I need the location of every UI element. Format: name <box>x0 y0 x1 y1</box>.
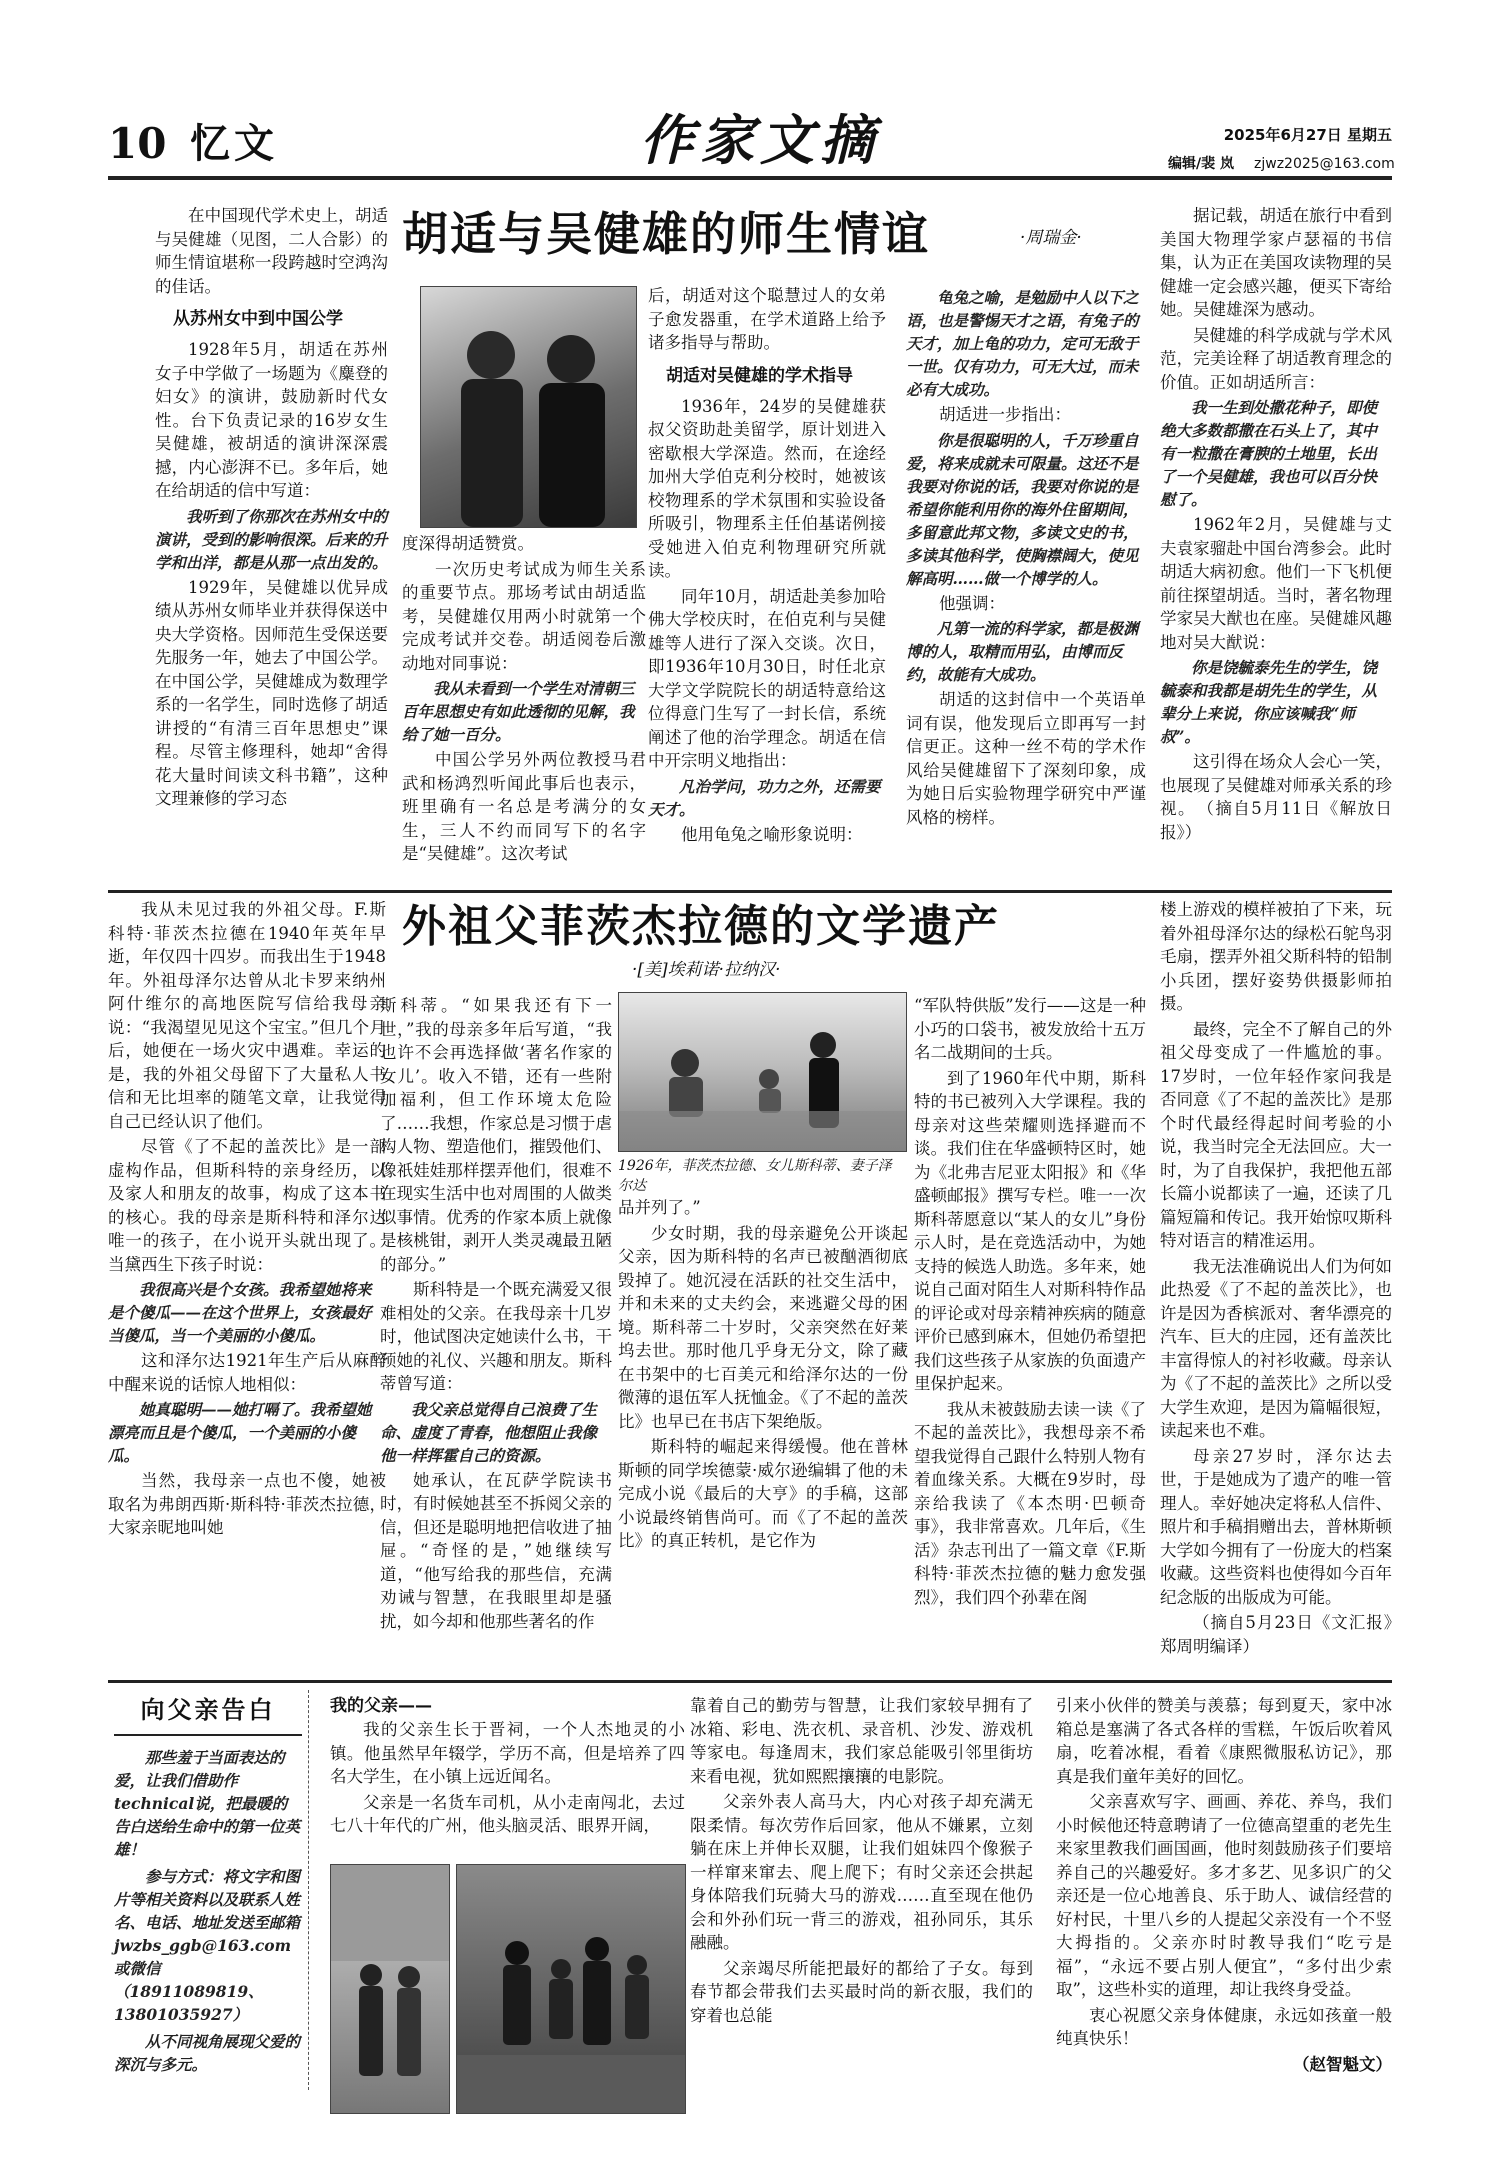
page-number: 10 <box>108 119 167 168</box>
quotation: 我很高兴是个女孩。我希望她将来是个傻瓜——在这个世界上，女孩最好当傻瓜，当一个美丽的小傻瓜。 <box>108 1280 372 1345</box>
editor-email: zjwz2025@163.com <box>1254 156 1395 172</box>
paragraph: 他用龟兔之喻形象说明： <box>681 824 863 844</box>
quotation: 我一生到处撒花种子，即使绝大多数都撒在石头上了，其中有一粒撒在膏腴的土地里，长出了一个吴健雄，我也可以百分快慰了。 <box>1160 398 1378 509</box>
couple-figures <box>331 1865 449 2113</box>
article3-column-b <box>690 1694 1033 2114</box>
quotation: 她真聪明——她打嗝了。我希望她漂亮而且是个傻瓜，一个美丽的小傻瓜。 <box>108 1400 372 1465</box>
paragraph: 同年10月，胡适赴美参加哈佛大学校庆时，在伯克利与吴健雄等人进行了深入交谈。次日，即1936年10月30日，时任北京大学文学院院长的胡适特意给这位得意门生写了一封长信，系统阐述了他的治学理念。胡适在信中开宗明义地指出： <box>648 586 886 770</box>
article2-column-2 <box>380 994 612 1668</box>
paragraph: 她承认，在瓦萨学院读书时，有时候她甚至不拆阅父亲的信，但还是聪明地把信收进了抽屉。“奇怪的是，”她继续写道，“他写给我的那些信，充满劝诫与智慧，在我眼里却是骚扰，如今却和他那些著名的作 <box>380 1470 612 1631</box>
paragraph: 父亲外表人高马大，内心对孩子却充满无限柔情。每次劳作后回家，他从不嫌累，立刻躺在床上并伸长双腿，让我们姐妹四个像猴子一样窜来窜去、爬上爬下；有时父亲还会拱起身体陪我们玩骑大马的游戏……直至现在他仍会和外孙们玩一背三的游戏，祖孙同乐，其乐融融。 <box>690 1792 1033 1952</box>
paragraph: 当然，我母亲一点也不傻，她被取名为弗朗西斯·斯科特·菲茨杰拉德，大家亲昵地叫她 <box>108 1471 386 1537</box>
article3-title: 我的父亲—— <box>330 1696 432 1716</box>
paragraph: 衷心祝愿父亲身体健康，永远如孩童一般纯真快乐！ <box>1056 2005 1392 2048</box>
paragraph: 斯科特的崛起来得缓慢。他在普林斯顿的同学埃德蒙·威尔逊编辑了他的未完成小说《最后的大亨》的手稿，这部小说最终销售尚可。而《了不起的盖茨比》的真正转机，是它作为 <box>618 1437 908 1550</box>
family-group-figures <box>457 1865 685 2113</box>
article2-column-4 <box>914 994 1146 1668</box>
paragraph: 吴健雄的科学成就与学术风范，完美诠释了胡适教育理念的价值。正如胡适所言： <box>1160 325 1392 392</box>
sidebar-box <box>108 1690 309 2090</box>
portrait-silhouettes <box>421 287 636 527</box>
paragraph: （摘自5月23日《文汇报》 郑周明编译） <box>1160 1613 1409 1656</box>
article2-column-5 <box>1160 898 1409 1668</box>
quotation: 你是饶毓泰先生的学生，饶毓泰和我都是胡先生的学生，从辈分上来说，你应该喊我“师叔”。 <box>1160 658 1378 746</box>
paragraph: 我从未见过我的外祖父母。F.斯科特·菲茨杰拉德在1940年英年早逝，年仅四十四岁。而我出生于1948年。外祖母泽尔达曾从北卡罗来纳州阿什维尔的高地医院写信给我母亲说：“我渴望见见这个宝宝。”但几个月后，她便在一场火灾中遇难。幸运的是，我的外祖父母留下了大量私人书信和无比坦率的随笔文章，让我觉得自己已经认识了他们。 <box>108 900 386 1131</box>
paragraph: （赵智魁文） <box>1293 2054 1392 2074</box>
paragraph: 母亲27岁时，泽尔达去世，于是她成为了遗产的唯一管理人。幸好她决定将私人信件、照片和手稿捐赠出去，普林斯顿大学如今拥有了一份庞大的档案收藏。这些资料也使得如今百年纪念版的出版成为可能。 <box>1160 1446 1392 1607</box>
header-rule <box>108 176 1392 180</box>
article1-author: ·周瑞金· <box>1020 228 1082 248</box>
quotation: 龟兔之喻，是勉励中人以下之语，也是警惕天才之语，有兔子的天才，加上龟的功力，定可无敌于一世。仅有功力，可无大过，而未必有大成功。 <box>906 288 1139 399</box>
paragraph: 后，胡适对这个聪慧过人的女弟子愈发器重，在学术道路上给予诸多指导与帮助。 <box>648 286 886 352</box>
father-family-photo <box>456 1864 686 2114</box>
masthead-logo: 作家文摘 <box>640 108 880 172</box>
subheading: 从苏州女中到中国公学 <box>173 309 343 329</box>
paragraph: 1936年，24岁的吴健雄获叔父资助赴美留学，原计划进入密歇根大学深造。然而，在途经加州大学伯克利分校时，她被该校物理系的学术氛围和实验设备所吸引，物理系主任伯基诺例接受她进入伯克利物理研究所就读。 <box>648 396 886 580</box>
article1-column-1 <box>155 204 388 886</box>
paragraph: 这和泽尔达1921年生产后从麻醉中醒来说的话惊人地相似： <box>108 1351 386 1394</box>
article1-column-4 <box>906 284 1146 886</box>
article1-divider <box>108 890 1392 893</box>
article3-column-a <box>330 1718 685 1858</box>
quotation: 我从未看到一个学生对清朝三百年思想史有如此透彻的见解，我给了她一百分。 <box>402 679 635 744</box>
sidebar-intro: 那些羞于当面表达的爱，让我们借助作technical说，把最暖的告白送给生命中的第一位英雄！ <box>114 1748 301 1859</box>
article1-title: 胡适与吴健雄的师生情谊 <box>402 207 930 261</box>
paragraph: 度深得胡适赞赏。 <box>402 534 534 553</box>
article1-column-3 <box>648 284 886 886</box>
paragraph: 靠着自己的勤劳与智慧，让我们家较早拥有了冰箱、彩电、洗衣机、录音机、沙发、游戏机等家电。每逢周末，我们家总能吸引邻里街坊来看电视，犹如熙熙攘攘的电影院。 <box>690 1696 1033 1786</box>
paragraph: 到了1960年代中期，斯科特的书已被列入大学课程。我的母亲对这些荣耀则选择避而不谈。我们住在华盛顿特区时，她为《北弗吉尼亚太阳报》和《华盛顿邮报》撰写专栏。唯一一次斯科蒂愿意以“某人的女儿”身份示人时，是在竞选活动中，为她支持的候选人助选。多年来，她说自己面对陌生人对斯科特作品的评论或对母亲精神疾病的随意评价已感到麻木，但她仍希望把我们这些孩子从家族的负面遗产里保护起来。 <box>914 1068 1146 1393</box>
paragraph: 据记载，胡适在旅行中看到美国大物理学家卢瑟福的书信集，认为正在美国攻读物理的吴健雄一定会感兴趣，便买下寄给她。吴健雄深为感动。 <box>1160 206 1392 319</box>
paragraph: “军队特供版”发行——这是一种小巧的口袋书，被发放给十五万名二战期间的士兵。 <box>914 996 1146 1062</box>
paragraph: 斯科蒂。“如果我还有下一世，”我的母亲多年后写道，“我也许不会再选择做‘著名作家的女儿’。收入不错，还有一些附加福利，但工作环境太危险了……我想，作家总是习惯于虐构人物、塑造他们，摧毁他们、像祇娃娃那样摆弄他们，很难不在现实生活中也对周围的人做类似事情。优秀的作家本质上就像是核桃钳，剥开人类灵魂最丑陋的部分。” <box>380 996 612 1274</box>
quotation: 我父亲总觉得自己浪费了生命、虚度了青春，他想阻止我像他一样挥霍自己的资源。 <box>380 1399 598 1465</box>
paragraph: 胡适进一步指出： <box>939 405 1071 424</box>
paragraph: 父亲竭尽所能把最好的都给了子女。每到春节都会带我们去买最时尚的新衣服，我们的穿着也总能 <box>690 1958 1033 2025</box>
article2-title: 外祖父菲茨杰拉德的文学遗产 <box>402 901 1000 952</box>
issue-date: 2025年6月27日 星期五 <box>1223 126 1392 144</box>
photo-caption: 1926年，菲茨杰拉德、女儿斯科蒂、妻子泽尔达 <box>618 1158 892 1194</box>
quotation: 凡第一流的科学家，都是极渊博的人，取精而用弘，由博而反约，故能有大成功。 <box>906 619 1139 684</box>
quotation: 我听到了你那次在苏州女中的演讲，受到的影响很深。后来的升学和出洋，都是从那一点出发的。 <box>155 506 388 572</box>
subheading: 胡适对吴健雄的学术指导 <box>666 365 853 386</box>
paragraph: 父亲喜欢写字、画画、养花、养鸟，我们小时候他还特意聘请了一位德高望重的老先生来家里教我们画国画，他时刻鼓励孩子们要培养自己的兴趣爱好。多才多艺、见多识广的父亲还是一位心地善良、乐于助人、诚信经营的好村民，十里八乡的人提起父亲没有一个不竖大拇指的。父亲亦时时教导我们“吃亏是福”，“永远不要占别人便宜”，“多付出少索取”，这些朴实的道理，却让我终身受益。 <box>1056 1792 1392 1999</box>
paragraph: 中国公学另外两位教授马君武和杨鸿烈听闻此事后也表示，班里确有一名总是考满分的女生，三人不约而同写下的名字是“吴健雄”。这次考试 <box>402 750 646 863</box>
article2-column-1 <box>108 898 386 1668</box>
paragraph: 尽管《了不起的盖茨比》是一部虚构作品，但斯科特的亲身经历，以及家人和朋友的故事，构成了这本书的核心。我的母亲是斯科特和泽尔达唯一的孩子，在小说开头就出现了。当黛西生下孩子时说： <box>108 1137 386 1274</box>
quotation: 你是很聪明的人，千万珍重自爱，将来成就未可限量。这还不是我要对你说的话，我要对你说的是希望你能利用你的海外住留期间，多留意此邦文物，多读文史的书，多读其他科学，使胸襟阔大，使见解高明……做一个博学的人。 <box>906 430 1139 588</box>
hu-shi-wu-jianxiong-photo <box>420 286 637 528</box>
paragraph: 斯科特是一个既充满爱又很难相处的父亲。在我母亲十几岁时，他试图决定她读什么书，干预她的礼仪、兴趣和朋友。斯科蒂曾写道： <box>380 1280 612 1393</box>
paragraph: 在中国现代学术史上，胡适与吴健雄（见图，二人合影）的师生情谊堪称一段跨越时空鸿沟的佳话。 <box>155 206 388 296</box>
father-couple-photo <box>330 1864 450 2114</box>
article2-divider <box>108 1680 1392 1683</box>
paragraph: 1929年，吴健雄以优异成绩从苏州女师毕业并获得保送中央大学资格。因师范生受保送要先服务一年，她去了中国公学。在中国公学，吴健雄成为数理学系的一名学生，同时选修了胡适讲授的“有清三百年思想史”课程。尽管主修理科，她却“舍得花大量时间读文科书籍”，这种文理兼修的学习态 <box>155 577 388 808</box>
editor-line: 编辑/裴 岚 <box>1168 156 1234 172</box>
fitzgerald-family-photo <box>618 992 907 1152</box>
quotation: 凡治学问，功力之外，还需要天才。 <box>648 776 881 819</box>
article3-column-c <box>1056 1694 1392 2114</box>
paragraph: 1962年2月，吴健雄与丈夫袁家骝赴中国台湾参会。此时胡适大病初愈。他们一下飞机便前往探望胡适。当时，著名物理学家吴大猷也在座。吴健雄风趣地对吴大猷说： <box>1160 515 1392 652</box>
article2-author: ·[美]埃莉诺·拉纳汉· <box>632 960 781 980</box>
paragraph: 我的父亲生长于晋祠，一个人杰地灵的小镇。他虽然早年辍学，学历不高，但是培养了四名大学生，在小镇上远近闻名。 <box>330 1720 685 1786</box>
paragraph: 这引得在场众人会心一笑，也展现了吴健雄对师承关系的珍视。 （摘自5月11日《解放日报》） <box>1160 752 1392 842</box>
article1-column-5 <box>1160 204 1392 886</box>
paragraph: 最终，完全不了解自己的外祖父母变成了一件尴尬的事。17岁时，一位年轻作家问我是否同意《了不起的盖茨比》是那个时代最经得起时间考验的小说，我当时完全无法回应。大一时，为了自我保护，我把他五部长篇小说都读了一遍，还读了几篇短篇和传记。我开始惊叹斯科特对语言的精准运用。 <box>1160 1019 1392 1250</box>
family-figures <box>619 993 906 1151</box>
paragraph: 胡适的这封信中一个英语单词有误，他发现后立即再写一封信更正。这种一丝不苟的学术作风给吴健雄留下了深刻印象，成为她日后实验物理学研究中严谨风格的榜样。 <box>906 690 1146 827</box>
paragraph: 一次历史考试成为师生关系的重要节点。那场考试由胡适监考，吴健雄仅用两小时就第一个完成考试并交卷。胡适阅卷后激动地对同事说： <box>402 559 646 673</box>
paragraph: 楼上游戏的模样被拍了下来，玩着外祖母泽尔达的绿松石鸵鸟羽毛扇，摆弄外祖父斯科特的铅制小兵团，摆好姿势供摄影师拍摄。 <box>1160 900 1392 1013</box>
sidebar-title: 向父亲告白 <box>140 1696 276 1724</box>
paragraph: 少女时期，我的母亲避免公开谈起父亲，因为斯科特的名声已被酗酒彻底毁掉了。她沉浸在活跃的社交生活中，并和未来的丈夫约会，来逃避父母的困境。斯科蒂二十岁时，父亲突然在好莱坞去世。那时他几乎身无分文，除了藏在书架中的七百美元和给泽尔达的一份微薄的退伍军人抚恤金。《了不起的盖茨比》也早已在书店下架绝版。 <box>618 1223 908 1431</box>
paragraph: 我从未被鼓励去读一读《了不起的盖茨比》，我想母亲不希望我觉得自己跟什么特别人物有着血缘关系。大概在9岁时，母亲给我读了《本杰明·巴顿奇事》，我非常喜欢。几年后，《生活》杂志刊出了一篇文章《F.斯科特·菲茨杰拉德的魅力愈发强烈》，我们四个孙辈在阁 <box>914 1399 1146 1607</box>
section-title: 忆文 <box>190 121 278 167</box>
article1-column-2 <box>402 532 646 886</box>
paragraph: 我无法准确说出人们为何如此热爱《了不起的盖茨比》，也许是因为香槟派对、奢华漂亮的汽车、巨大的庄园，还有盖茨比丰富得惊人的衬衫收藏。母亲认为《了不起的盖茨比》之所以受大学生欢迎，是因为篇幅很短，读起来也不难。 <box>1160 1256 1392 1440</box>
article2-column-3 <box>618 1196 908 1668</box>
paragraph: 他强调： <box>939 593 1005 613</box>
sidebar-note: 从不同视角展现父爱的深沉与多元。 <box>114 2032 301 2074</box>
paragraph: 父亲是一名货车司机，从小走南闯北，去过七八十年代的广州，他头脑灵活、眼界开阔， <box>330 1792 685 1835</box>
paragraph: 引来小伙伴的赞美与羡慕；每到夏天，家中冰箱总是塞满了各式各样的雪糕，午饭后吹着风扇，吃着冰棍，看着《康熙微服私访记》，那真是我们童年美好的回忆。 <box>1056 1696 1392 1786</box>
paragraph: 1928年5月，胡适在苏州女子中学做了一场题为《麋登的妇女》的演讲，鼓励新时代女性。台下负责记录的16岁女生吴健雄，被胡适的演讲深深震撼，内心澎湃不已。多年后，她在给胡适的信中写道： <box>155 340 388 500</box>
paragraph: 品并列了。” <box>618 1198 701 1217</box>
sidebar-participation: 参与方式：将文字和图片等相关资料以及联系人姓名、电话、地址发送至邮箱jwzbs_ggb@163.com 或微信（18911089819、13801035927） <box>114 1867 301 2024</box>
